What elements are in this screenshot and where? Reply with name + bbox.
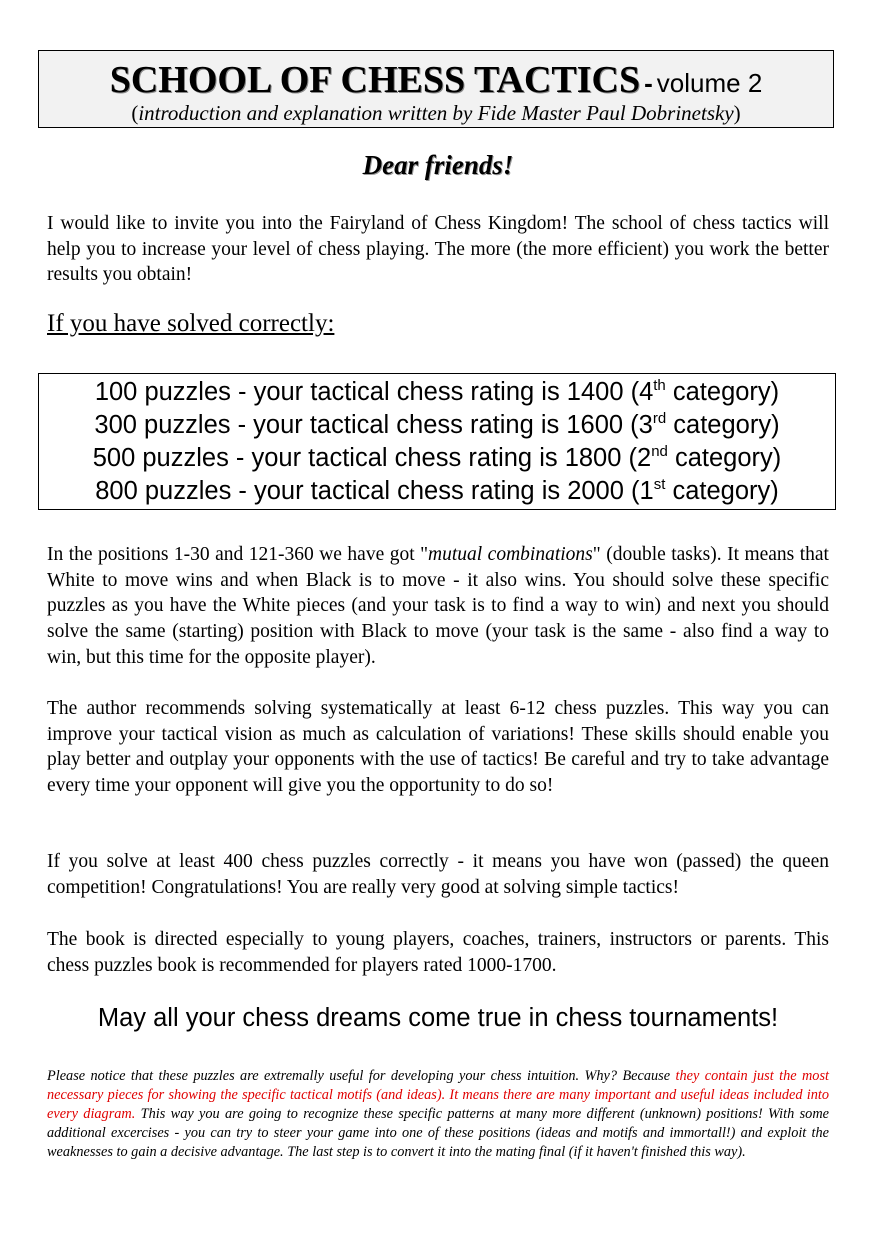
title-dash: - xyxy=(644,68,653,98)
subtitle-close-paren: ) xyxy=(733,101,741,125)
subtitle-text: introduction and explanation written by Fide Master Paul Dobrinetsky xyxy=(138,101,734,125)
rating-line xyxy=(39,442,835,475)
audience-paragraph: The book is directed especially to young players, coaches, trainers, instructors or parents. This chess puzzles book is recommended for players rated 1000-1700. xyxy=(47,929,829,976)
greeting-heading: Dear friends! xyxy=(362,150,514,180)
queen-competition-paragraph: If you solve at least 400 chess puzzles correctly - it means you have won (passed) the queen competition! Congratulations! You are really very good at solving simple tactics! xyxy=(47,851,829,898)
mutual-text-before: In the positions 1-30 and 121-360 we have got " xyxy=(47,544,429,565)
footnote-text: Please notice that these puzzles are extremally useful for developing your chess intuition. Why? Because xyxy=(47,1068,676,1084)
recommendation-paragraph: The author recommends solving systematically at least 6-12 chess puzzles. This way you can improve your tactical vision as much as calculation of variations! These skills should enable you play better and outplay your opponents with the use of tactics! Be careful and try to take advantage every time your opponent will give you the opportunity to do so! xyxy=(47,698,829,797)
rating-category: category) xyxy=(665,378,780,406)
rating-text: 300 puzzles - your tactical chess rating is 1600 (3 xyxy=(94,411,653,439)
rating-line xyxy=(39,409,835,442)
page-title: SCHOOL OF CHESS TACTICS xyxy=(109,59,641,101)
subtitle-open-paren: ( xyxy=(131,101,139,125)
rating-category: category) xyxy=(665,477,779,505)
subtitle xyxy=(39,101,833,125)
closing-wish: May all your chess dreams come true in chess tournaments! xyxy=(97,1004,779,1032)
footnote-text-end: This way you are going to recognize these specific patterns at many more different (unknown) positions! With some additional excercises - you can try to steer your game into one of these positions (ideas and motifs and immortall!) and exploit the weaknesses to gain a decisive advantage. The last step is to convert it into the mating final (if it haven't finished this way). xyxy=(47,1105,829,1160)
rating-category: category) xyxy=(667,444,782,472)
rating-text: 500 puzzles - your tactical chess rating is 1800 (2 xyxy=(92,444,652,472)
mutual-text-after: " (double tasks). It means that White to move wins and when Black is to move - it also wins. You should solve these specific puzzles as you have the White pieces (and your task is to find a way to win) and next you should solve the same (starting) position with Black to move (your task is the same - also find a way to win, but this time for the opposite player). xyxy=(47,544,829,668)
mutual-combinations-term: mutual combinations xyxy=(428,544,593,565)
rating-ordinal: nd xyxy=(651,443,668,460)
solved-heading: If you have solved correctly: xyxy=(47,310,335,337)
mutual-combinations-paragraph xyxy=(47,542,829,671)
ratings-box xyxy=(38,373,836,510)
title-box xyxy=(38,50,834,128)
intro-paragraph: I would like to invite you into the Fairyland of Chess Kingdom! The school of chess tactics will help you to increase your level of chess playing. The more (the more efficient) you work the better results you obtain! xyxy=(47,213,829,286)
rating-text: 100 puzzles - your tactical chess rating is 1400 (4 xyxy=(94,378,654,406)
rating-line xyxy=(39,376,835,409)
rating-line xyxy=(39,475,835,508)
rating-ordinal: st xyxy=(653,476,666,493)
footnote-highlight: they contain just the most necessary pieces for showing the specific tactical motifs (and ideas). It means there are many important and useful ideas included into every diagram. xyxy=(47,1068,829,1122)
rating-ordinal: th xyxy=(653,377,666,394)
rating-ordinal: rd xyxy=(652,410,667,427)
rating-text: 800 puzzles - your tactical chess rating is 2000 (1 xyxy=(95,477,654,505)
volume-label: volume 2 xyxy=(656,68,763,98)
rating-category: category) xyxy=(666,411,780,439)
footnote xyxy=(47,1067,829,1162)
